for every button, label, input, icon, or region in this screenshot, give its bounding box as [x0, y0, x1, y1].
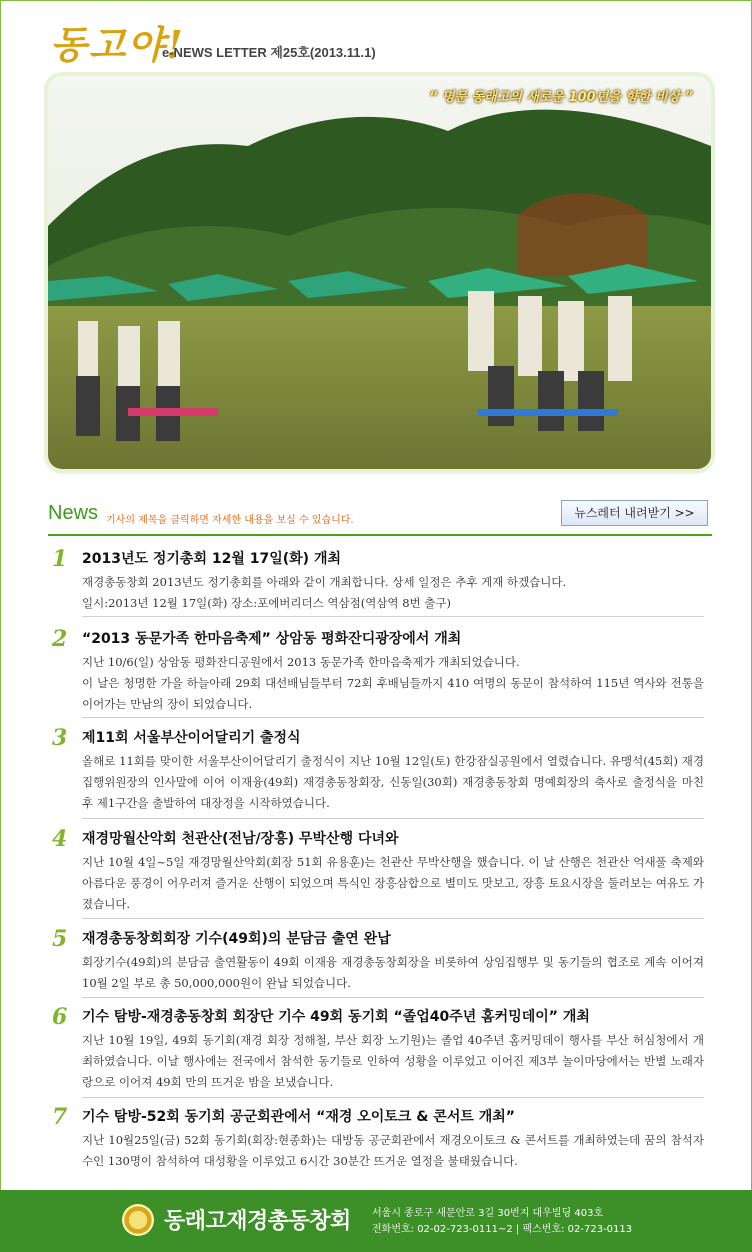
item-line: 올해로 11회를 맞이한 서울부산이어달리기 출정식이 지난 10월 12일(토) 한강잠실공원에서 열렸습니다. 유맹석(45회) 재경집행위원장의 인사말에 이어 이재융(49회) 재경총동창회장, 신동일(30회) 재경총동창회 명예회장의 축사로 출정식을 마친 후 제1구간을 출발하여 대장정을 시작하였습니다.: [82, 754, 704, 810]
item-body: [82, 1130, 704, 1172]
header: [0, 0, 752, 78]
item-number: 3: [52, 725, 68, 751]
divider: [82, 818, 704, 819]
item-title-link[interactable]: 재경망월산악회 천관산(전남/장흥) 무박산행 다녀와: [82, 831, 399, 847]
item-number: 1: [52, 546, 68, 572]
item-body: [82, 852, 704, 915]
item-line: 지난 10월25일(금) 52회 동기회(회장:현종화)는 대방동 공군회관에서 재경오이토크 & 콘서트를 개최하였는데 꿈의 참석자 수인 130명이 참석하여 대성황을 이루었고 6시간 30분간 뜨거운 열정을 불태웠습니다.: [82, 1133, 704, 1168]
item-number: 7: [52, 1104, 68, 1130]
item-title-link[interactable]: 2013년도 정기총회 12월 17일(화) 개최: [82, 551, 341, 567]
school-emblem-icon: [122, 1204, 154, 1236]
footer-contact: [372, 1206, 632, 1238]
item-number: 4: [52, 826, 68, 852]
news-heading: News: [48, 502, 99, 524]
news-subtitle: 기사의 제목을 클릭하면 자세한 내용을 보실 수 있습니다.: [106, 515, 354, 526]
divider: [82, 918, 704, 919]
item-line: 지난 10월 4일~5일 재경망월산악회(회장 51회 유용훈)는 천관산 무박산행을 했습니다. 이 날 산행은 천관산 억새풀 축제와 아름다운 풍경이 어우러져 즐거운 산행이 되었으며 특식인 장흥삼합으로 별미도 맛보고, 장흥 토요시장을 둘러보는 여유도 가졌습니다.: [82, 855, 704, 911]
item-line: 일시:2013년 12월 17일(화) 장소:포에버리더스 역삼점(역삼역 8번 출구): [82, 596, 451, 610]
item-title-link[interactable]: “2013 동문가족 한마음축제” 상암동 평화잔디광장에서 개최: [82, 631, 462, 647]
item-line: 지난 10월 19일, 49회 동기회(재경 회장 정해철, 부산 회장 노기원)는 졸업 40주년 홈커밍데이 행사를 부산 허심청에서 개최하였습니다. 이날 행사에는 전국에서 참석한 동기들로 인하여 성황을 이루었고 이어진 제3부 놀이마당에서는 반별 노래자랑으로 이어져 49회 만의 뜨거운 밤을 보냈습니다.: [82, 1033, 704, 1089]
hero-photo: [48, 76, 711, 469]
item-line: 이 날은 청명한 가을 하늘아래 29회 대선배님들부터 72회 후배님들까지 410 여명의 동문이 참석하여 115년 역사와 전통을 이어가는 만남의 장이 되었습니다.: [82, 676, 704, 711]
news-item: [52, 1106, 712, 1176]
divider: [82, 1097, 704, 1098]
item-title-link[interactable]: 제11회 서울부산이어달리기 출정식: [82, 730, 301, 746]
item-body: [82, 572, 704, 614]
item-body: [82, 1030, 704, 1093]
news-item: [52, 626, 712, 711]
news-item: [52, 1006, 712, 1096]
item-number: 6: [52, 1004, 68, 1030]
news-bar: [48, 498, 712, 536]
item-title-link[interactable]: 재경총동창회회장 기수(49회)의 분담금 출연 완납: [82, 931, 391, 947]
slogan: “ 명문 동래고의 새로운 100년을 향한 비상 ”: [429, 90, 693, 105]
item-title-link[interactable]: 기수 탐방-52회 동기회 공군회관에서 “재경 오이토크 & 콘서트 개최”: [82, 1109, 515, 1125]
item-number: 5: [52, 926, 68, 952]
footer-phone-fax: 전화번호: 02-02-723-0111~2 | 팩스번호: 02-723-0113: [372, 1224, 633, 1235]
hero-photo-image: [48, 76, 711, 469]
item-number: 2: [52, 626, 68, 652]
item-body: [82, 952, 704, 994]
item-title-link[interactable]: 기수 탐방-재경총동창회 회장단 기수 49회 동기회 “졸업40주년 홈커밍데이” 개최: [82, 1009, 590, 1025]
item-line: 지난 10/6(일) 상암동 평화잔디공원에서 2013 동문가족 한마음축제가 개최되었습니다.: [82, 655, 520, 669]
footer: [0, 1190, 752, 1252]
divider: [82, 717, 704, 718]
divider: [82, 997, 704, 998]
download-newsletter-button[interactable]: 뉴스레터 내려받기 >>: [561, 500, 708, 526]
issue-info: e-NEWS LETTER 제25호(2013.11.1): [162, 45, 376, 60]
news-item: [52, 548, 712, 612]
item-body: [82, 652, 704, 715]
footer-org-name: 동래고재경총동창회: [164, 1209, 351, 1234]
news-item: [52, 828, 712, 918]
item-line: 재경총동창회 2013년도 정기총회를 아래와 같이 개최합니다. 상세 일정은 추후 게재 하겠습니다.: [82, 575, 567, 589]
item-body: [82, 751, 704, 814]
item-line: 회장기수(49회)의 분담금 출연활동이 49회 이재융 재경총동창회장을 비롯하여 상임집행부 및 동기들의 협조로 계속 이어져 10월 2일 부로 총 50,000,000원이 완납 되었습니다.: [82, 955, 704, 990]
footer-address: 서울시 종로구 새문안로 3길 30번지 대우빌딩 403호: [372, 1208, 604, 1219]
divider: [82, 616, 704, 617]
news-item: [52, 928, 712, 996]
news-item: [52, 727, 712, 817]
newsletter-logo: 동고야!: [50, 22, 185, 67]
